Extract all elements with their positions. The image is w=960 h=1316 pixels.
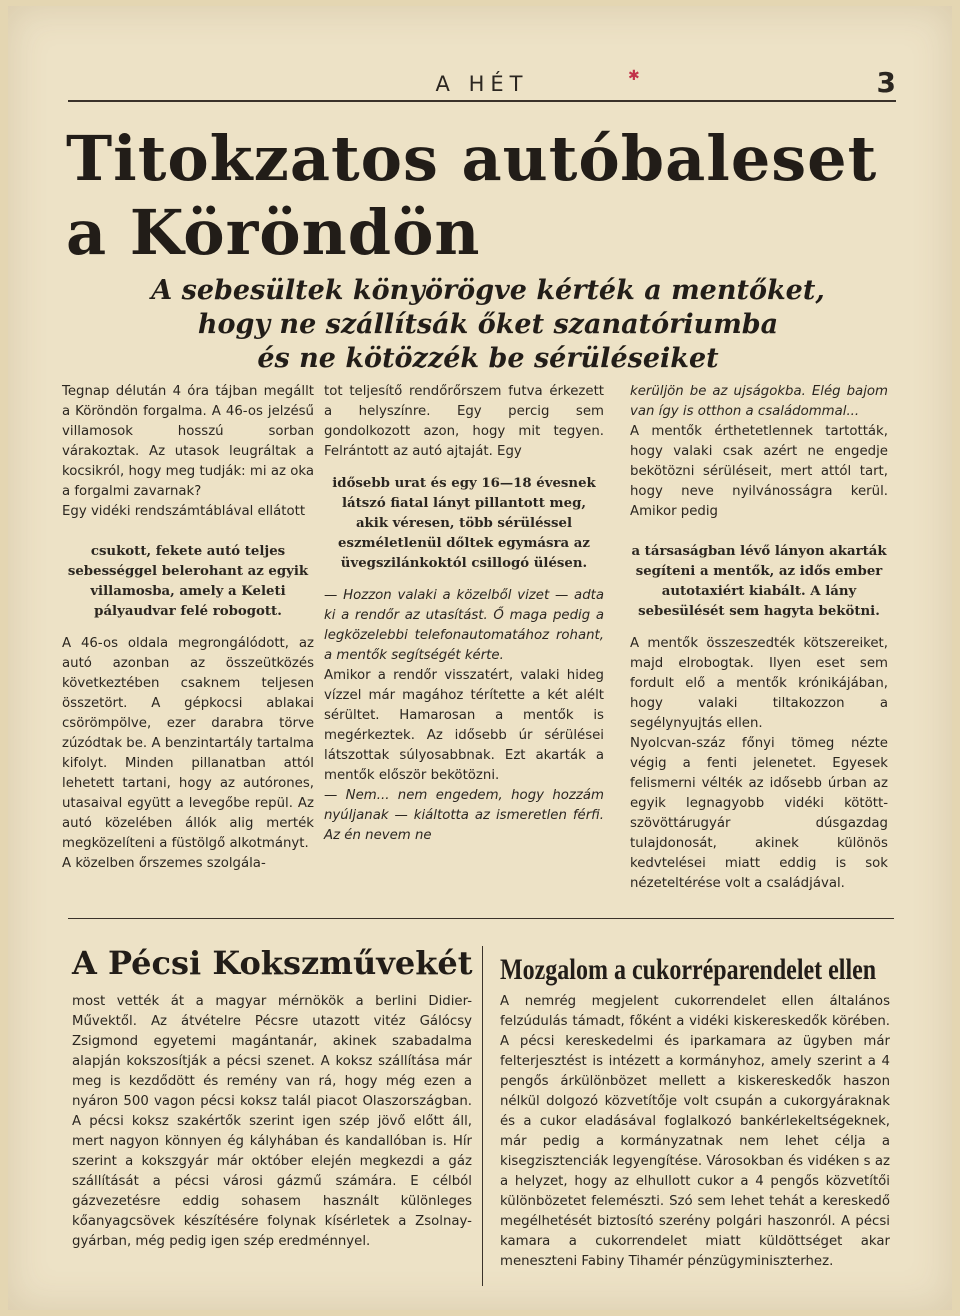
paragraph: A 46-os oldala megrongálódott, az autó azonban az összeütközés következtében csaknem teljesen összetört. A gépkocsi ablakai csörömpölve, ezer darabra törve zúzódtak be. A benzintartály tartalma kifolyt. Minden pillanatban attól lehetett tartani, hogy az autórones, utasaival együtt a levegőbe repül. Az autó közelében állók alig merték megközelíteni a füstölgő alkotmányt. xyxy=(62,636,314,851)
headline-line-2: a Köröndön xyxy=(66,196,481,269)
article-column-1 xyxy=(62,382,314,874)
paragraph: most vették át a magyar mérnökök a berlini Didier-Művektől. Az átvételre Pécsre utazott vitéz Gálócsy Zsigmond egyetemi magántanár, akinek szabadalma alapján kokszosítják a pécsi szenet. A koksz szállítása már meg is kezdődött és remény van rá, hogy még ezen a nyáron 500 vagon pécsi koksz talál piacot Olaszországban. A pécsi koksz szakértők szerint igen szép jövő előtt áll, mert nagyon könnyen ég kályhában és kandallóban is. Hír szerint a kokszgyár már október elején megkezdi a gáz szállítását a pécsi városi gázmű számára. E célból gázvezetésre eddig sohasem használt különleges kőanyagcsövek készítésére folynak kísérletek a Zsolnay-gyárban, még pedig igen szép eredménnyel. xyxy=(72,994,472,1249)
article-column-3 xyxy=(630,382,888,894)
paragraph: A nemrég megjelent cukorrendelet ellen általános felzúdulás támadt, főként a vidéki kiskereskedők körében. A pécsi kereskedelmi és iparkamara az ügyben már felterjesztést is intézett a kormányhoz, amely szerint a 4 pengős árkülönbözet mellett a kiskereskedők haszon nélkül dolgozó közvetítője volt csupán a cukorgyáraknak és a cukor eladásával foglalkozó bankérlekeltségeknek, már pedig a kormányzatnak nem lehet célja a kisegzisztenciák legyengítése. Városokban és vidéken s az a helyzet, hogy az elhullott cukor a 4 pengős közvetítői különbözetet felemészti. Szó sem lehet tehát a kereskedő megélhetését biztosító szerény polgári haszonról. A pécsi kamara a cukorrendelet miatt küldöttséget akar meneszteni Fabiny Tihamér pénzügyminiszterhez. xyxy=(500,994,890,1269)
article-2-body xyxy=(72,992,472,1252)
paragraph: — Hozzon valaki a közelből vizet — adta ki a rendőr az utasítást. Ő maga pedig a legközelebbi telefonautomatához rohant, a mentők segítségét kérte. xyxy=(324,588,604,663)
headline-line-1: Titokzatos autóbaleset xyxy=(66,122,878,195)
paragraph: Egy vidéki rendszámtáblával ellátott xyxy=(62,504,306,519)
paragraph: Tegnap délután 4 óra tájban megállt a Köröndön forgalma. A 46-os jelzésű villamosok hosszú sorban várakoztak. Az utasok leugráltak a kocsikról, hogy meg tudják: mi az oka a forgalmi zavarnak? xyxy=(62,384,314,499)
article-2-headline: A Pécsi Kokszművekét xyxy=(72,944,473,982)
paragraph: A közelben őrszemes szolgála- xyxy=(62,856,266,871)
bold-paragraph: idősebb urat és egy 16—18 évesnek látszó fiatal lányt pillantott meg, akik véresen, több sérüléssel eszméletlenül dőltek egymásra az üvegszilánkoktól csillogó ülésen. xyxy=(332,476,596,571)
paragraph: tot teljesítő rendőrőrszem futva érkezett a helyszínre. Egy percig sem gondolkozott azon, hogy mit tegyen. Felrántott az autó ajtaját. Egy xyxy=(324,384,604,459)
subheadline xyxy=(78,274,898,376)
paragraph: A mentők érthetetlennek tartották, hogy valaki csak azért ne engedje bekötözni sérüléseit, mert attól tart, hogy neve nyilvánosságra kerül. Amikor pedig xyxy=(630,424,888,519)
bold-paragraph: a társaságban lévő lányon akarták segíteni a mentők, az idős ember autotaxiért kiabált. A lány sebesülését sem hagyta bekötni. xyxy=(631,544,887,619)
newspaper-page xyxy=(8,6,952,1310)
subheadline-line: és ne kötözzék be sérüléseiket xyxy=(257,343,719,374)
page-header xyxy=(68,68,896,102)
paragraph: — Nem... nem engedem, hogy hozzám nyúljanak — kiáltotta az ismeretlen férfi. Az én nevem ne xyxy=(324,788,604,843)
page-number: 3 xyxy=(876,66,896,99)
paragraph: Amikor a rendőr visszatért, valaki hideg vízzel már magához térítette a két alélt sérültet. Hamarosan a mentők is megérkeztek. Az idősebb úr sérülései látszottak súlyosabbnak. Ezt akarták a mentők először bekötözni. xyxy=(324,668,604,783)
subheadline-line: hogy ne szállítsák őket szanatóriumba xyxy=(197,309,779,340)
section-divider xyxy=(68,918,894,919)
star-ornament-icon: ✱ xyxy=(628,68,640,84)
article-column-2 xyxy=(324,382,604,846)
column-rule xyxy=(482,946,483,1286)
article-3-body xyxy=(500,992,890,1272)
paragraph: Nyolcvan-száz főnyi tömeg nézte végig a fenti jelenetet. Egyesek felismerni vélték az idősebb úrban az egyik legnagyobb vidéki kötött-szövöttárugyár dúsgazdag tulajdonosát, akinek különös kedvtelései miatt eddig is sok nézeteltérése volt a családjával. xyxy=(630,736,888,891)
paragraph: kerüljön be az ujságokba. Elég bajom van így is otthon a családommal... xyxy=(630,384,888,419)
paragraph: A mentők összeszedték kötszereiket, majd elrobogtak. Ilyen eset sem fordult elő a mentők krónikájában, hogy valaki tiltakozzon a segélynyujtás ellen. xyxy=(630,636,888,731)
subheadline-line: A sebesültek könyörögve kérték a mentőket, xyxy=(151,275,825,306)
magazine-name: A HÉT xyxy=(435,72,529,96)
bold-paragraph: csukott, fekete autó teljes sebességgel belerohant az egyik villamosba, amely a Keleti pályaudvar felé robogott. xyxy=(67,544,309,619)
article-3-headline: Mozgalom a cukorréparendelet ellen xyxy=(500,954,877,987)
